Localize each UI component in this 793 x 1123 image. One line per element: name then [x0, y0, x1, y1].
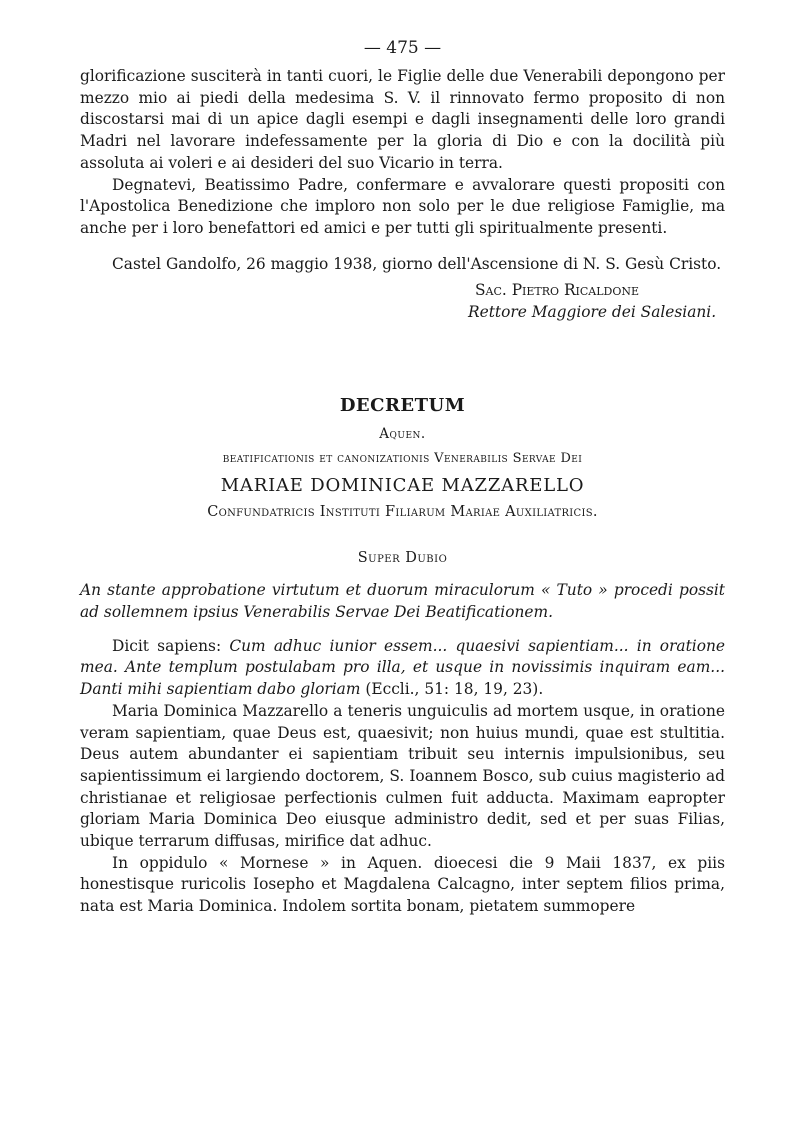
super-dubio-heading: Super Dubio — [357, 550, 448, 567]
paragraph-oppidulo: In oppidulo « Mornese » in Aquen. dioecesi die 9 Maii 1837, ex piis honestisque ruricolis Iosepho et Magdalena Calcagno, inter septem filios prima, nata est Maria Dominica. Indolem sortita bonam, pietatem summopere — [80, 853, 725, 916]
signature-name: Sac. Pietro Ricaldone — [475, 281, 640, 300]
scripture-reference: (Eccli., 51: 18, 19, 23). — [360, 680, 544, 699]
page-number: — 475 — — [363, 38, 442, 58]
paragraph-maria-dominica: Maria Dominica Mazzarello a teneris unguiculis ad mortem usque, in oratione veram sapientiam, quae Deus est, quaesivit; non huius mundi, quae est stultitia. Deus autem abundanter ei sapientiam tribuit seu internis impulsionibus, seu sapientissimum ei largiendo doctorem, S. Ioannem Bosco, sub cuius magisterio ad christianae et religiosae perfectionis culmen fuit adducta. Maximam eapropter gloriam Maria Dominica Deo eiusque administro dedit, sed et per suas Filias, ubique terrarum diffusas, mirifice dat adhuc. — [80, 701, 725, 851]
paragraph-closing-letter: glorificazione susciterà in tanti cuori, le Figlie delle due Venerabili depongono per mezzo mio ai piedi della medesima S. V. il rinnovato fermo proposito di non discostarsi mai di un apice dagli esempi e dagli insegnamenti delle loro grandi Madri nel lavorare indefessamente per la gloria di Dio e con la docilità più assoluta ai voleri e ai desideri del suo Vicario in terra. — [80, 67, 725, 172]
spacer — [80, 624, 725, 636]
diocese-heading: Aquen. — [379, 426, 426, 443]
cause-heading: beatificationis et canonizationis Venerabilis Servae Dei — [222, 451, 583, 467]
dateline: Castel Gandolfo, 26 maggio 1938, giorno dell'Ascensione di N. S. Gesù Cristo. — [112, 254, 722, 273]
dubium-question: An stante approbatione virtutum et duorum miraculorum « Tuto » procedi possit ad sollemnem ipsius Venerabilis Servae Dei Beatificationem. — [80, 581, 725, 622]
institute-heading: Confundatricis Instituti Filiarum Mariae Auxiliatricis. — [207, 504, 598, 521]
signature-block — [80, 279, 725, 323]
signature-title: Rettore Maggiore dei Salesiani. — [468, 303, 717, 322]
document-page — [80, 36, 725, 918]
spacer — [80, 240, 725, 254]
decretum-title: DECRETUM — [339, 395, 466, 417]
venerable-name: MARIAE DOMINICAE MAZZARELLO — [220, 475, 585, 497]
scripture-quote: Cum adhuc iunior essem... quaesivi sapientiam... in oratione mea. Ante templum postulabam pro illa, et usque in novissimis inquiram eam... Danti mihi sapientiam dabo gloriam — [80, 636, 725, 699]
paragraph-blessing-request: Degnatevi, Beatissimo Padre, confermare e avvalorare questi propositi con l'Apostolica Benedizione che imploro non solo per le due religiose Famiglie, ma anche per i loro benefattori ed amici e per tutti gli spiritualmente presenti. — [80, 175, 725, 237]
dicit-lead: Dicit sapiens: — [112, 636, 230, 655]
paragraph-dicit-sapiens — [80, 636, 725, 701]
